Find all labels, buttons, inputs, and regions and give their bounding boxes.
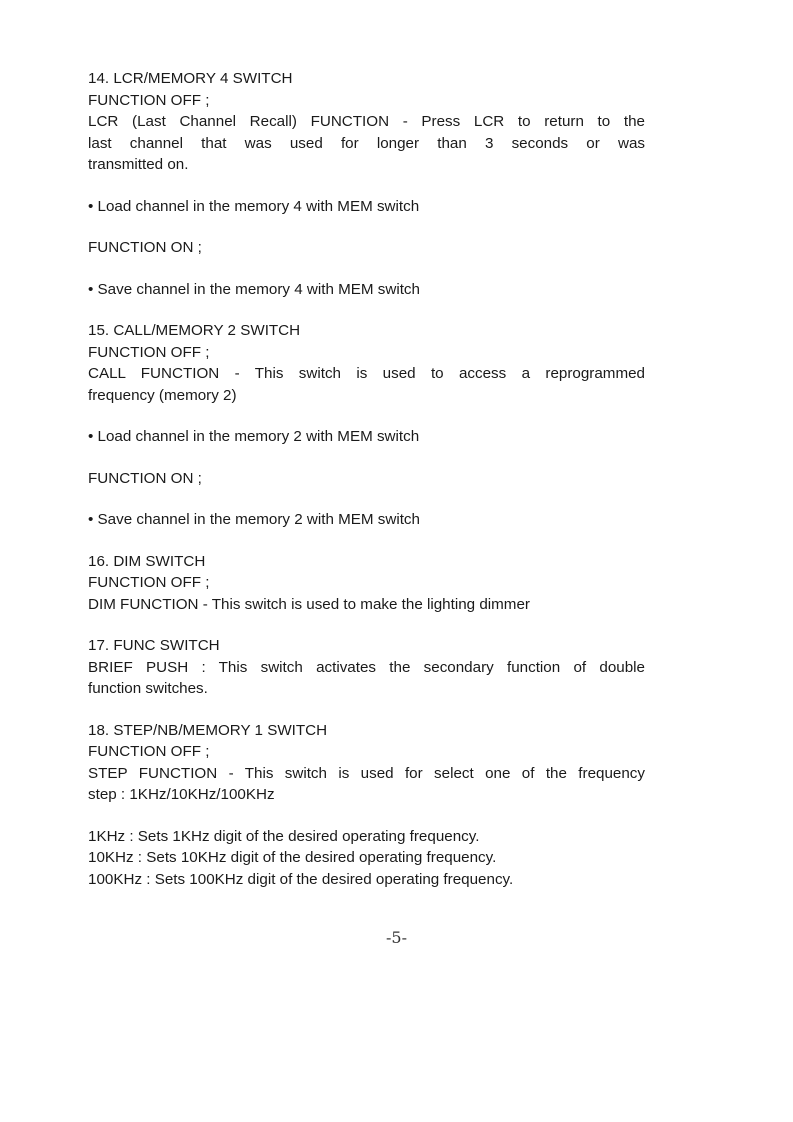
section-14-bullet-save: • Save channel in the memory 4 with MEM switch <box>88 280 420 298</box>
page-number: -5- <box>386 928 407 947</box>
section-17-heading: 17. FUNC SWITCH <box>88 637 220 654</box>
section-17-desc-line-2: function switches. <box>88 680 208 697</box>
section-14-function-off: FUNCTION OFF ; <box>88 91 210 109</box>
section-14-desc-line-2: last channel that was used for longer than 3 seconds or was <box>88 134 645 152</box>
section-16-heading: 16. DIM SWITCH <box>88 552 206 570</box>
section-18-function-off: FUNCTION OFF ; <box>88 743 210 760</box>
section-14-desc-line-1: LCR (Last Channel Recall) FUNCTION - Press LCR to return to the <box>88 113 645 130</box>
step-1khz-line: 1KHz : Sets 1KHz digit of the desired operating frequency. <box>88 827 480 845</box>
section-15-function-on: FUNCTION ON ; <box>88 469 202 487</box>
section-15-desc-line-1: CALL FUNCTION - This switch is used to access a reprogrammed <box>88 365 645 382</box>
section-18-heading: 18. STEP/NB/MEMORY 1 SWITCH <box>88 721 328 739</box>
section-16-desc-line-1: DIM FUNCTION - This switch is used to make the lighting dimmer <box>88 595 530 613</box>
section-15-desc-line-2: frequency (memory 2) <box>88 386 237 404</box>
step-10khz-line: 10KHz : Sets 10KHz digit of the desired operating frequency. <box>88 849 497 866</box>
document-body <box>88 68 645 890</box>
section-14-desc-line-3: transmitted on. <box>88 156 189 173</box>
section-18-desc-line-2: step : 1KHz/10KHz/100KHz <box>88 786 275 803</box>
section-14-bullet-load: • Load channel in the memory 4 with MEM switch <box>88 197 420 215</box>
step-100khz-line: 100KHz : Sets 100KHz digit of the desired operating frequency. <box>88 870 514 888</box>
section-15-bullet-save: • Save channel in the memory 2 with MEM switch <box>88 511 420 528</box>
section-15-bullet-load: • Load channel in the memory 2 with MEM switch <box>88 428 420 445</box>
section-15-heading: 15. CALL/MEMORY 2 SWITCH <box>88 322 301 339</box>
section-14-heading: 14. LCR/MEMORY 4 SWITCH <box>88 70 293 87</box>
section-16-function-off: FUNCTION OFF ; <box>88 574 210 591</box>
section-14-function-on: FUNCTION ON ; <box>88 239 202 256</box>
section-15-function-off: FUNCTION OFF ; <box>88 343 210 361</box>
section-17-desc-line-1: BRIEF PUSH : This switch activates the secondary function of double <box>88 658 645 676</box>
section-18-desc-line-1: STEP FUNCTION - This switch is used for select one of the frequency <box>88 764 645 782</box>
